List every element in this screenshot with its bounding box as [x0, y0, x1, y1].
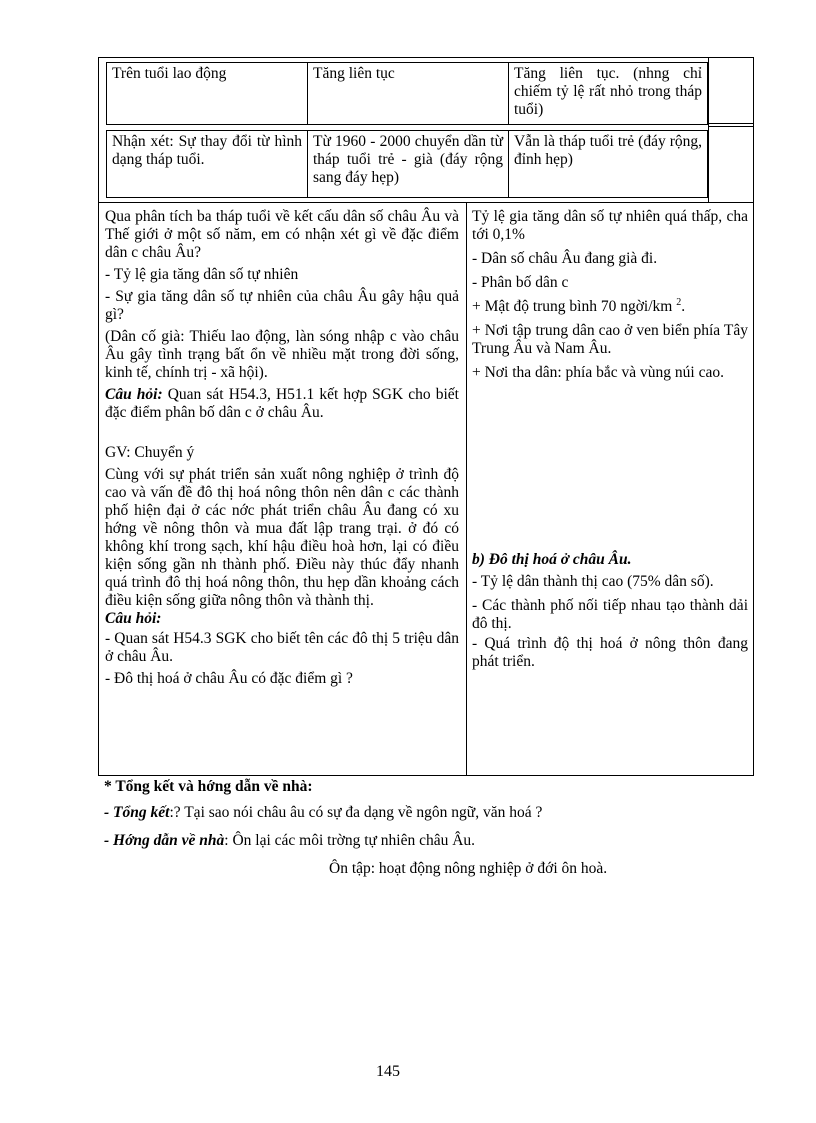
- question-label-2: Câu hỏi:: [105, 610, 162, 627]
- table-cell-row2-col3: Vẫn là tháp tuổi trẻ (đáy rộng, đỉnh hẹp): [508, 130, 708, 198]
- answer-urban-rate: - Tỷ lệ dân thành thị cao (75% dân số).: [472, 573, 714, 590]
- answer-distribution: - Phân bố dân c: [472, 274, 569, 291]
- answer-growth-rate: Tỷ lệ gia tăng dân số tự nhiên quá thấp, cha tới 0,1%: [472, 208, 748, 243]
- question-cities: - Quan sát H54.3 SGK cho biết tên các đô thị 5 triệu dân ở châu Âu.: [105, 630, 459, 665]
- answer-dense-areas: + Nơi tập trung dân cao ở ven biển phía Tây Trung Âu và Nam Âu.: [472, 322, 748, 357]
- summary-line-conclusion: - Tổng kết:? Tại sao nói châu âu có sự đa dạng về ngôn ngữ, văn hoá ?: [104, 804, 543, 821]
- question-population-pyramids: Qua phân tích ba tháp tuổi về kết cấu dân số châu Âu và Thế giới ở một số năm, em có nhận xét gì về đặc điểm dân c châu Âu?: [105, 208, 459, 261]
- right-column: [467, 206, 753, 774]
- table-cell-row1-label: Trên tuổi lao động: [106, 62, 308, 125]
- summary-heading: * Tổng kết và hớng dẫn về nhà:: [104, 778, 313, 795]
- paragraph-urbanization: Cùng với sự phát triển sản xuất nông nghiệp ở trình độ cao và vấn đề đô thị hoá nông thôn nên dân c các thành phố hiện đại ở các nớc phát triển châu Âu đang có xu hớng về nông thôn và mua đất lập trang trại. ở đó có không khí trong sạch, khí hậu điều hoà hơn, lại có điều kiện sống gần nh thành phố. Điều này thúc đẩy nhanh quá trình đô thị hoá nông thôn, thu hẹp dần khoảng cách điều kiện sống giữa nông thôn và thành thị.: [105, 466, 459, 609]
- question-urbanization-features: - Đô thị hoá ở châu Âu có đặc điểm gì ?: [105, 670, 353, 687]
- table-cell-row1-col3: Tăng liên tục. (nhng chỉ chiếm tỷ lệ rất nhỏ trong tháp tuổi): [508, 62, 708, 125]
- prompt-growth-consequence: - Sự gia tăng dân số tự nhiên của châu Âu gây hậu quả gì?: [105, 288, 459, 323]
- prompt-growth-rate: - Tỷ lệ gia tăng dân số tự nhiên: [105, 266, 299, 283]
- gv-transition: GV: Chuyển ý: [105, 444, 195, 461]
- question-label: Câu hỏi:: [105, 386, 163, 403]
- summary-section: [104, 778, 754, 878]
- answer-urban-belts: - Các thành phố nối tiếp nhau tạo thành dải đô thị.: [472, 597, 748, 632]
- table-cell-row2-col2: Từ 1960 - 2000 chuyển dần từ tháp tuổi trẻ - già (đáy rộng sang đáy hẹp): [307, 130, 509, 198]
- answer-density: + Mật độ trung bình 70 ngời/km $^2$.: [472, 296, 686, 315]
- table-cell-row1-col2: Tăng liên tục: [307, 62, 509, 125]
- answer-sparse-areas: + Nơi tha dân: phía bắc và vùng núi cao.: [472, 364, 724, 381]
- summary-line-review: Ôn tập: hoạt động nông nghiệp ở đới ôn hoà.: [329, 860, 608, 877]
- summary-line-homework: - Hớng dẫn về nhà: Ôn lại các môi trờng tự nhiên châu Âu.: [104, 832, 476, 849]
- note-aging-population: (Dân cố già: Thiếu lao động, làn sóng nhập c vào châu Âu gây tình trạng bất ổn về nhiều mặt trong đời sống, kinh tế, chính trị - xã hội).: [105, 328, 459, 381]
- answer-aging: - Dân số châu Âu đang già đi.: [472, 250, 658, 267]
- heading-urbanization: b) Đô thị hoá ở châu Âu.: [472, 551, 632, 568]
- left-column: [100, 206, 464, 774]
- answer-rural-urbanization: - Quá trình độ thị hoá ở nông thôn đang phát triển.: [472, 635, 748, 670]
- question-distribution: Câu hỏi: Quan sát H54.3, H51.1 kết hợp SGK cho biết đặc điểm phân bố dân c ở châu Âu.: [105, 386, 459, 421]
- page-number: 145: [376, 1063, 400, 1080]
- table-cell-row2-label: Nhận xét: Sự thay đổi từ hình dạng tháp tuổi.: [106, 130, 308, 198]
